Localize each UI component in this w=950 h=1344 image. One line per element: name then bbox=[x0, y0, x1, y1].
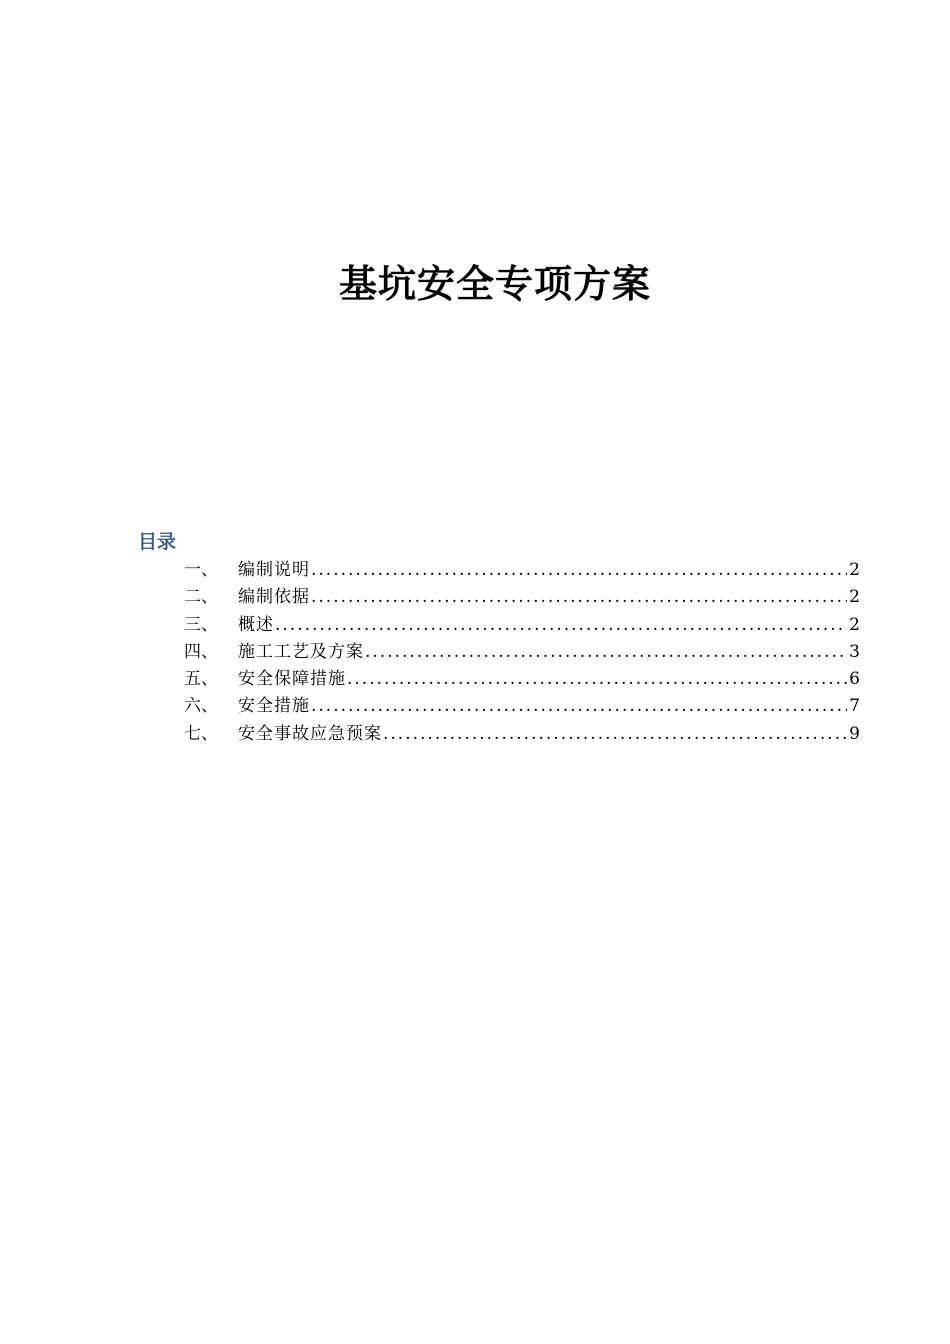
document-title: 基坑安全专项方案 bbox=[338, 261, 651, 306]
toc-entry-number: 三、 bbox=[184, 614, 218, 635]
toc-heading: 目录 bbox=[138, 531, 177, 553]
toc-entry-5[interactable] bbox=[184, 666, 860, 693]
toc-entry-page: 9 bbox=[849, 723, 860, 744]
toc-entry-1[interactable] bbox=[184, 557, 860, 584]
toc-dot-leader bbox=[365, 639, 847, 666]
toc-entry-page: 2 bbox=[849, 614, 860, 635]
toc-entry-number: 五、 bbox=[184, 669, 218, 690]
toc-entry-number: 一、 bbox=[184, 560, 218, 580]
toc-entry-title: 施工工艺及方案 bbox=[238, 641, 364, 662]
toc-entry-title: 编制说明 bbox=[238, 560, 310, 580]
toc-entry-title: 安全事故应急预案 bbox=[238, 723, 382, 744]
toc-dot-leader bbox=[383, 721, 847, 748]
toc-dot-leader bbox=[311, 693, 847, 720]
toc-entry-title: 概述 bbox=[238, 614, 274, 635]
toc-dot-leader bbox=[311, 584, 847, 611]
toc-entry-number: 二、 bbox=[184, 587, 218, 608]
toc-entry-title: 编制依据 bbox=[238, 587, 310, 608]
toc-entry-page: 3 bbox=[849, 641, 860, 662]
toc-dot-leader bbox=[275, 612, 847, 639]
toc-entry-7[interactable] bbox=[184, 721, 860, 748]
toc-entry-title: 安全保障措施 bbox=[238, 669, 346, 690]
table-of-contents bbox=[184, 557, 860, 748]
toc-entry-page: 2 bbox=[849, 560, 860, 580]
toc-entry-2[interactable] bbox=[184, 584, 860, 611]
toc-entry-3[interactable] bbox=[184, 612, 860, 639]
toc-entry-4[interactable] bbox=[184, 639, 860, 666]
toc-entry-number: 四、 bbox=[184, 641, 218, 662]
toc-entry-6[interactable] bbox=[184, 693, 860, 720]
toc-entry-title: 安全措施 bbox=[238, 696, 310, 717]
toc-entry-number: 六、 bbox=[184, 696, 218, 717]
toc-entry-page: 2 bbox=[849, 587, 860, 608]
toc-entry-number: 七、 bbox=[184, 723, 218, 744]
toc-entry-page: 7 bbox=[849, 696, 860, 717]
toc-dot-leader bbox=[347, 666, 847, 693]
toc-dot-leader bbox=[311, 557, 847, 584]
toc-entry-page: 6 bbox=[849, 669, 860, 690]
